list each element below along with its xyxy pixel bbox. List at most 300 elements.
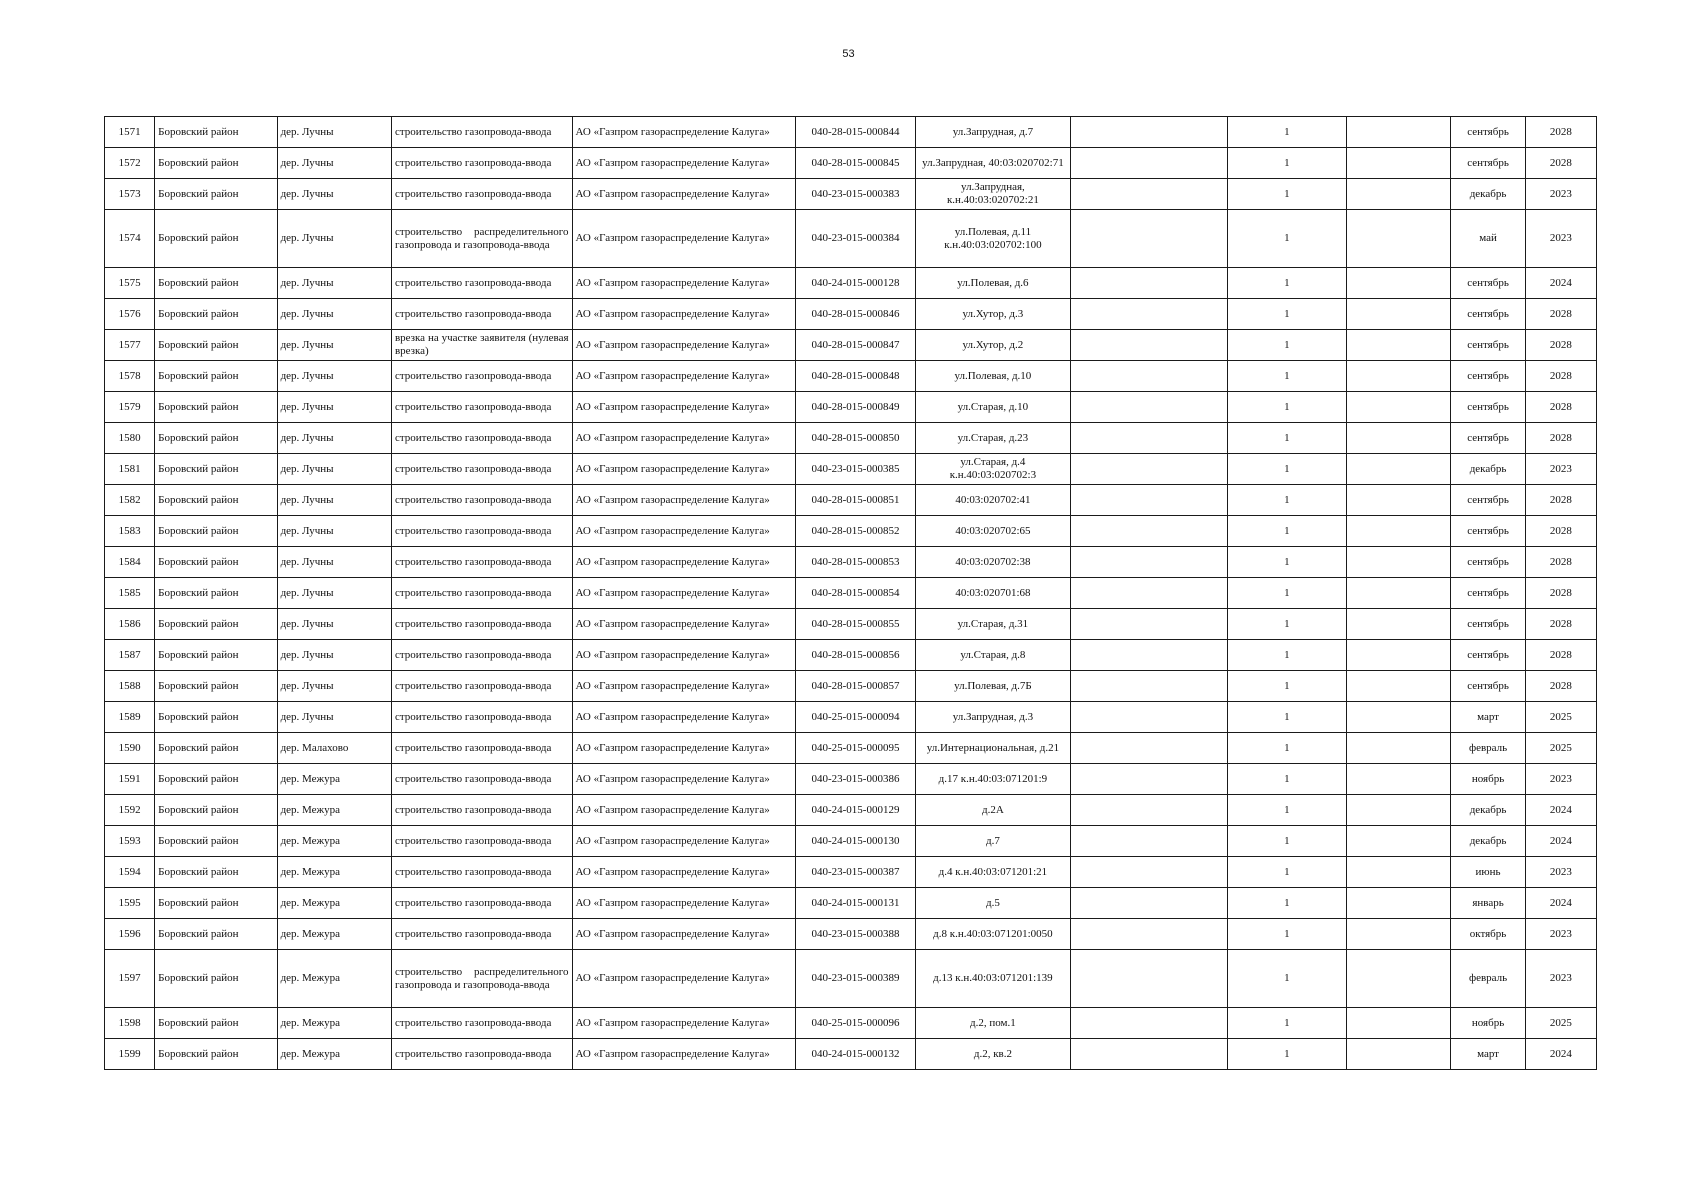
address-cell: ул.Старая, д.4 к.н.40:03:020702:3 xyxy=(915,454,1071,485)
organization-cell: АО «Газпром газораспределение Калуга» xyxy=(572,361,796,392)
year-cell: 2028 xyxy=(1525,361,1596,392)
table-row xyxy=(105,640,1597,671)
row-number-cell: 1591 xyxy=(105,764,155,795)
month-cell: октябрь xyxy=(1451,919,1525,950)
month-cell: сентябрь xyxy=(1451,516,1525,547)
organization-cell: АО «Газпром газораспределение Калуга» xyxy=(572,179,796,210)
row-number-cell: 1595 xyxy=(105,888,155,919)
month-cell: январь xyxy=(1451,888,1525,919)
district-cell: Боровский район xyxy=(155,919,277,950)
month-cell: ноябрь xyxy=(1451,1008,1525,1039)
empty-cell xyxy=(1071,299,1228,330)
district-cell: Боровский район xyxy=(155,826,277,857)
row-number-cell: 1594 xyxy=(105,857,155,888)
empty-cell xyxy=(1071,950,1228,1008)
empty-cell xyxy=(1347,609,1451,640)
empty-cell xyxy=(1347,702,1451,733)
year-cell: 2023 xyxy=(1525,179,1596,210)
row-number-cell: 1586 xyxy=(105,609,155,640)
row-number-cell: 1596 xyxy=(105,919,155,950)
row-number-cell: 1572 xyxy=(105,148,155,179)
object-code-cell: 040-28-015-000846 xyxy=(796,299,915,330)
empty-cell xyxy=(1071,826,1228,857)
empty-cell xyxy=(1071,578,1228,609)
address-cell: ул.Интернациональная, д.21 xyxy=(915,733,1071,764)
object-code-cell: 040-23-015-000384 xyxy=(796,210,915,268)
object-code-cell: 040-28-015-000848 xyxy=(796,361,915,392)
empty-cell xyxy=(1347,764,1451,795)
settlement-cell: дер. Лучны xyxy=(277,547,391,578)
work-type-cell: строительство газопровода-ввода xyxy=(391,361,572,392)
district-cell: Боровский район xyxy=(155,268,277,299)
row-number-cell: 1571 xyxy=(105,117,155,148)
work-type-cell: строительство газопровода-ввода xyxy=(391,764,572,795)
empty-cell xyxy=(1347,268,1451,299)
empty-cell xyxy=(1071,330,1228,361)
month-cell: сентябрь xyxy=(1451,268,1525,299)
month-cell: март xyxy=(1451,702,1525,733)
object-code-cell: 040-28-015-000845 xyxy=(796,148,915,179)
table-row xyxy=(105,609,1597,640)
quantity-cell: 1 xyxy=(1227,117,1346,148)
district-cell: Боровский район xyxy=(155,299,277,330)
object-code-cell: 040-23-015-000388 xyxy=(796,919,915,950)
organization-cell: АО «Газпром газораспределение Калуга» xyxy=(572,888,796,919)
empty-cell xyxy=(1347,826,1451,857)
empty-cell xyxy=(1347,330,1451,361)
month-cell: сентябрь xyxy=(1451,547,1525,578)
row-number-cell: 1583 xyxy=(105,516,155,547)
year-cell: 2023 xyxy=(1525,857,1596,888)
district-cell: Боровский район xyxy=(155,764,277,795)
settlement-cell: дер. Лучны xyxy=(277,578,391,609)
work-type-cell: строительство газопровода-ввода xyxy=(391,516,572,547)
settlement-cell: дер. Лучны xyxy=(277,330,391,361)
table-row xyxy=(105,361,1597,392)
table-row xyxy=(105,268,1597,299)
year-cell: 2024 xyxy=(1525,826,1596,857)
district-cell: Боровский район xyxy=(155,361,277,392)
organization-cell: АО «Газпром газораспределение Калуга» xyxy=(572,702,796,733)
quantity-cell: 1 xyxy=(1227,210,1346,268)
settlement-cell: дер. Лучны xyxy=(277,516,391,547)
district-cell: Боровский район xyxy=(155,702,277,733)
district-cell: Боровский район xyxy=(155,516,277,547)
object-code-cell: 040-28-015-000853 xyxy=(796,547,915,578)
year-cell: 2028 xyxy=(1525,640,1596,671)
year-cell: 2024 xyxy=(1525,795,1596,826)
work-type-cell: строительство газопровода-ввода xyxy=(391,578,572,609)
empty-cell xyxy=(1347,361,1451,392)
address-cell: д.17 к.н.40:03:071201:9 xyxy=(915,764,1071,795)
settlement-cell: дер. Лучны xyxy=(277,179,391,210)
work-type-cell: строительство газопровода-ввода xyxy=(391,1008,572,1039)
work-type-cell: строительство газопровода-ввода xyxy=(391,392,572,423)
table-row xyxy=(105,578,1597,609)
district-cell: Боровский район xyxy=(155,857,277,888)
settlement-cell: дер. Лучны xyxy=(277,702,391,733)
row-number-cell: 1575 xyxy=(105,268,155,299)
address-cell: 40:03:020702:41 xyxy=(915,485,1071,516)
empty-cell xyxy=(1071,547,1228,578)
quantity-cell: 1 xyxy=(1227,454,1346,485)
empty-cell xyxy=(1347,857,1451,888)
table-row xyxy=(105,764,1597,795)
address-cell: д.2, кв.2 xyxy=(915,1039,1071,1070)
district-cell: Боровский район xyxy=(155,640,277,671)
organization-cell: АО «Газпром газораспределение Калуга» xyxy=(572,826,796,857)
organization-cell: АО «Газпром газораспределение Калуга» xyxy=(572,733,796,764)
organization-cell: АО «Газпром газораспределение Калуга» xyxy=(572,423,796,454)
empty-cell xyxy=(1071,392,1228,423)
work-type-cell: строительство газопровода-ввода xyxy=(391,857,572,888)
district-cell: Боровский район xyxy=(155,485,277,516)
empty-cell xyxy=(1071,733,1228,764)
work-type-cell: строительство газопровода-ввода xyxy=(391,299,572,330)
row-number-cell: 1588 xyxy=(105,671,155,702)
address-cell: ул.Хутор, д.3 xyxy=(915,299,1071,330)
table-row xyxy=(105,117,1597,148)
quantity-cell: 1 xyxy=(1227,950,1346,1008)
quantity-cell: 1 xyxy=(1227,330,1346,361)
organization-cell: АО «Газпром газораспределение Калуга» xyxy=(572,485,796,516)
work-type-cell: строительство газопровода-ввода xyxy=(391,702,572,733)
quantity-cell: 1 xyxy=(1227,609,1346,640)
empty-cell xyxy=(1071,210,1228,268)
work-type-cell: строительство газопровода-ввода xyxy=(391,919,572,950)
quantity-cell: 1 xyxy=(1227,640,1346,671)
address-cell: д.8 к.н.40:03:071201:0050 xyxy=(915,919,1071,950)
empty-cell xyxy=(1347,485,1451,516)
empty-cell xyxy=(1347,117,1451,148)
year-cell: 2028 xyxy=(1525,609,1596,640)
settlement-cell: дер. Межура xyxy=(277,1039,391,1070)
address-cell: д.4 к.н.40:03:071201:21 xyxy=(915,857,1071,888)
empty-cell xyxy=(1071,423,1228,454)
row-number-cell: 1589 xyxy=(105,702,155,733)
table-row xyxy=(105,857,1597,888)
settlement-cell: дер. Лучны xyxy=(277,454,391,485)
address-cell: ул.Полевая, д.10 xyxy=(915,361,1071,392)
organization-cell: АО «Газпром газораспределение Калуга» xyxy=(572,516,796,547)
organization-cell: АО «Газпром газораспределение Калуга» xyxy=(572,857,796,888)
organization-cell: АО «Газпром газораспределение Калуга» xyxy=(572,578,796,609)
settlement-cell: дер. Лучны xyxy=(277,640,391,671)
year-cell: 2024 xyxy=(1525,268,1596,299)
object-code-cell: 040-28-015-000847 xyxy=(796,330,915,361)
empty-cell xyxy=(1347,392,1451,423)
table-body xyxy=(105,117,1597,1070)
district-cell: Боровский район xyxy=(155,547,277,578)
empty-cell xyxy=(1347,1008,1451,1039)
empty-cell xyxy=(1347,210,1451,268)
object-code-cell: 040-24-015-000132 xyxy=(796,1039,915,1070)
work-type-cell: строительство газопровода-ввода xyxy=(391,179,572,210)
row-number-cell: 1574 xyxy=(105,210,155,268)
address-cell: ул.Хутор, д.2 xyxy=(915,330,1071,361)
address-cell: ул.Старая, д.31 xyxy=(915,609,1071,640)
address-cell: ул.Запрудная, д.3 xyxy=(915,702,1071,733)
year-cell: 2023 xyxy=(1525,210,1596,268)
work-type-cell: строительство газопровода-ввода xyxy=(391,609,572,640)
organization-cell: АО «Газпром газораспределение Калуга» xyxy=(572,764,796,795)
empty-cell xyxy=(1347,179,1451,210)
address-cell: ул.Запрудная, к.н.40:03:020702:21 xyxy=(915,179,1071,210)
empty-cell xyxy=(1071,857,1228,888)
table-row xyxy=(105,795,1597,826)
organization-cell: АО «Газпром газораспределение Калуга» xyxy=(572,640,796,671)
quantity-cell: 1 xyxy=(1227,1039,1346,1070)
empty-cell xyxy=(1347,888,1451,919)
quantity-cell: 1 xyxy=(1227,392,1346,423)
year-cell: 2023 xyxy=(1525,764,1596,795)
month-cell: июнь xyxy=(1451,857,1525,888)
table-row xyxy=(105,919,1597,950)
empty-cell xyxy=(1071,268,1228,299)
empty-cell xyxy=(1347,547,1451,578)
page-number: 53 xyxy=(842,48,855,60)
empty-cell xyxy=(1071,702,1228,733)
empty-cell xyxy=(1071,609,1228,640)
row-number-cell: 1581 xyxy=(105,454,155,485)
row-number-cell: 1590 xyxy=(105,733,155,764)
empty-cell xyxy=(1071,919,1228,950)
quantity-cell: 1 xyxy=(1227,826,1346,857)
address-cell: ул.Полевая, д.7Б xyxy=(915,671,1071,702)
empty-cell xyxy=(1071,795,1228,826)
work-type-cell: строительство газопровода-ввода xyxy=(391,423,572,454)
year-cell: 2028 xyxy=(1525,671,1596,702)
month-cell: сентябрь xyxy=(1451,392,1525,423)
quantity-cell: 1 xyxy=(1227,919,1346,950)
table-row xyxy=(105,210,1597,268)
district-cell: Боровский район xyxy=(155,1008,277,1039)
table-row xyxy=(105,423,1597,454)
quantity-cell: 1 xyxy=(1227,148,1346,179)
quantity-cell: 1 xyxy=(1227,671,1346,702)
month-cell: декабрь xyxy=(1451,795,1525,826)
row-number-cell: 1576 xyxy=(105,299,155,330)
address-cell: ул.Полевая, д.6 xyxy=(915,268,1071,299)
district-cell: Боровский район xyxy=(155,795,277,826)
year-cell: 2023 xyxy=(1525,950,1596,1008)
month-cell: сентябрь xyxy=(1451,299,1525,330)
row-number-cell: 1587 xyxy=(105,640,155,671)
object-code-cell: 040-23-015-000385 xyxy=(796,454,915,485)
month-cell: сентябрь xyxy=(1451,361,1525,392)
settlement-cell: дер. Межура xyxy=(277,857,391,888)
year-cell: 2025 xyxy=(1525,702,1596,733)
organization-cell: АО «Газпром газораспределение Калуга» xyxy=(572,950,796,1008)
empty-cell xyxy=(1071,179,1228,210)
object-code-cell: 040-28-015-000854 xyxy=(796,578,915,609)
object-code-cell: 040-25-015-000096 xyxy=(796,1008,915,1039)
year-cell: 2028 xyxy=(1525,423,1596,454)
work-type-cell: строительство газопровода-ввода xyxy=(391,888,572,919)
organization-cell: АО «Газпром газораспределение Калуга» xyxy=(572,392,796,423)
empty-cell xyxy=(1347,640,1451,671)
month-cell: декабрь xyxy=(1451,454,1525,485)
object-code-cell: 040-25-015-000094 xyxy=(796,702,915,733)
organization-cell: АО «Газпром газораспределение Калуга» xyxy=(572,919,796,950)
row-number-cell: 1582 xyxy=(105,485,155,516)
work-type-cell: строительство газопровода-ввода xyxy=(391,547,572,578)
work-type-cell: строительство газопровода-ввода xyxy=(391,268,572,299)
organization-cell: АО «Газпром газораспределение Калуга» xyxy=(572,671,796,702)
organization-cell: АО «Газпром газораспределение Калуга» xyxy=(572,148,796,179)
address-cell: д.5 xyxy=(915,888,1071,919)
address-cell: ул.Запрудная, д.7 xyxy=(915,117,1071,148)
organization-cell: АО «Газпром газораспределение Калуга» xyxy=(572,454,796,485)
object-code-cell: 040-23-015-000389 xyxy=(796,950,915,1008)
empty-cell xyxy=(1347,423,1451,454)
row-number-cell: 1578 xyxy=(105,361,155,392)
gasification-table xyxy=(104,116,1597,1070)
district-cell: Боровский район xyxy=(155,148,277,179)
table-row xyxy=(105,179,1597,210)
settlement-cell: дер. Лучны xyxy=(277,671,391,702)
quantity-cell: 1 xyxy=(1227,299,1346,330)
month-cell: сентябрь xyxy=(1451,609,1525,640)
row-number-cell: 1585 xyxy=(105,578,155,609)
settlement-cell: дер. Межура xyxy=(277,888,391,919)
empty-cell xyxy=(1347,454,1451,485)
table-row xyxy=(105,330,1597,361)
work-type-cell: строительство газопровода-ввода xyxy=(391,117,572,148)
empty-cell xyxy=(1071,764,1228,795)
table-row xyxy=(105,299,1597,330)
work-type-cell: строительство газопровода-ввода xyxy=(391,148,572,179)
year-cell: 2023 xyxy=(1525,919,1596,950)
month-cell: февраль xyxy=(1451,950,1525,1008)
object-code-cell: 040-23-015-000383 xyxy=(796,179,915,210)
settlement-cell: дер. Межура xyxy=(277,826,391,857)
object-code-cell: 040-23-015-000387 xyxy=(796,857,915,888)
row-number-cell: 1599 xyxy=(105,1039,155,1070)
table-row xyxy=(105,702,1597,733)
row-number-cell: 1592 xyxy=(105,795,155,826)
row-number-cell: 1584 xyxy=(105,547,155,578)
settlement-cell: дер. Лучны xyxy=(277,485,391,516)
work-type-cell: врезка на участке заявителя (нулевая врезка) xyxy=(391,330,572,361)
month-cell: март xyxy=(1451,1039,1525,1070)
work-type-cell: строительство распределительного газопровода и газопровода-ввода xyxy=(391,950,572,1008)
quantity-cell: 1 xyxy=(1227,702,1346,733)
empty-cell xyxy=(1071,117,1228,148)
object-code-cell: 040-28-015-000856 xyxy=(796,640,915,671)
quantity-cell: 1 xyxy=(1227,888,1346,919)
table-row xyxy=(105,888,1597,919)
work-type-cell: строительство газопровода-ввода xyxy=(391,733,572,764)
organization-cell: АО «Газпром газораспределение Калуга» xyxy=(572,1008,796,1039)
empty-cell xyxy=(1347,578,1451,609)
empty-cell xyxy=(1071,1039,1228,1070)
settlement-cell: дер. Лучны xyxy=(277,117,391,148)
row-number-cell: 1573 xyxy=(105,179,155,210)
object-code-cell: 040-24-015-000128 xyxy=(796,268,915,299)
empty-cell xyxy=(1347,148,1451,179)
table-row xyxy=(105,547,1597,578)
quantity-cell: 1 xyxy=(1227,733,1346,764)
quantity-cell: 1 xyxy=(1227,1008,1346,1039)
month-cell: сентябрь xyxy=(1451,148,1525,179)
address-cell: ул.Запрудная, 40:03:020702:71 xyxy=(915,148,1071,179)
empty-cell xyxy=(1347,299,1451,330)
year-cell: 2024 xyxy=(1525,1039,1596,1070)
district-cell: Боровский район xyxy=(155,330,277,361)
empty-cell xyxy=(1071,640,1228,671)
row-number-cell: 1579 xyxy=(105,392,155,423)
quantity-cell: 1 xyxy=(1227,485,1346,516)
settlement-cell: дер. Межура xyxy=(277,950,391,1008)
quantity-cell: 1 xyxy=(1227,764,1346,795)
object-code-cell: 040-28-015-000849 xyxy=(796,392,915,423)
district-cell: Боровский район xyxy=(155,454,277,485)
address-cell: д.7 xyxy=(915,826,1071,857)
district-cell: Боровский район xyxy=(155,392,277,423)
district-cell: Боровский район xyxy=(155,423,277,454)
month-cell: сентябрь xyxy=(1451,423,1525,454)
quantity-cell: 1 xyxy=(1227,578,1346,609)
district-cell: Боровский район xyxy=(155,671,277,702)
empty-cell xyxy=(1071,485,1228,516)
settlement-cell: дер. Лучны xyxy=(277,299,391,330)
empty-cell xyxy=(1347,733,1451,764)
object-code-cell: 040-28-015-000857 xyxy=(796,671,915,702)
object-code-cell: 040-24-015-000131 xyxy=(796,888,915,919)
year-cell: 2023 xyxy=(1525,454,1596,485)
year-cell: 2028 xyxy=(1525,117,1596,148)
empty-cell xyxy=(1347,671,1451,702)
settlement-cell: дер. Межура xyxy=(277,764,391,795)
settlement-cell: дер. Малахово xyxy=(277,733,391,764)
object-code-cell: 040-24-015-000129 xyxy=(796,795,915,826)
empty-cell xyxy=(1071,361,1228,392)
settlement-cell: дер. Лучны xyxy=(277,268,391,299)
row-number-cell: 1598 xyxy=(105,1008,155,1039)
object-code-cell: 040-28-015-000850 xyxy=(796,423,915,454)
month-cell: сентябрь xyxy=(1451,640,1525,671)
empty-cell xyxy=(1347,1039,1451,1070)
year-cell: 2028 xyxy=(1525,330,1596,361)
quantity-cell: 1 xyxy=(1227,423,1346,454)
district-cell: Боровский район xyxy=(155,609,277,640)
work-type-cell: строительство газопровода-ввода xyxy=(391,795,572,826)
object-code-cell: 040-25-015-000095 xyxy=(796,733,915,764)
month-cell: декабрь xyxy=(1451,179,1525,210)
empty-cell xyxy=(1071,671,1228,702)
address-cell: ул.Полевая, д.11 к.н.40:03:020702:100 xyxy=(915,210,1071,268)
settlement-cell: дер. Межура xyxy=(277,795,391,826)
table-row xyxy=(105,485,1597,516)
year-cell: 2024 xyxy=(1525,888,1596,919)
year-cell: 2028 xyxy=(1525,578,1596,609)
object-code-cell: 040-28-015-000855 xyxy=(796,609,915,640)
work-type-cell: строительство газопровода-ввода xyxy=(391,485,572,516)
settlement-cell: дер. Лучны xyxy=(277,609,391,640)
work-type-cell: строительство газопровода-ввода xyxy=(391,826,572,857)
settlement-cell: дер. Лучны xyxy=(277,392,391,423)
empty-cell xyxy=(1071,148,1228,179)
district-cell: Боровский район xyxy=(155,210,277,268)
year-cell: 2028 xyxy=(1525,392,1596,423)
month-cell: сентябрь xyxy=(1451,485,1525,516)
address-cell: д.2, пом.1 xyxy=(915,1008,1071,1039)
address-cell: ул.Старая, д.23 xyxy=(915,423,1071,454)
address-cell: 40:03:020702:38 xyxy=(915,547,1071,578)
empty-cell xyxy=(1071,888,1228,919)
quantity-cell: 1 xyxy=(1227,547,1346,578)
